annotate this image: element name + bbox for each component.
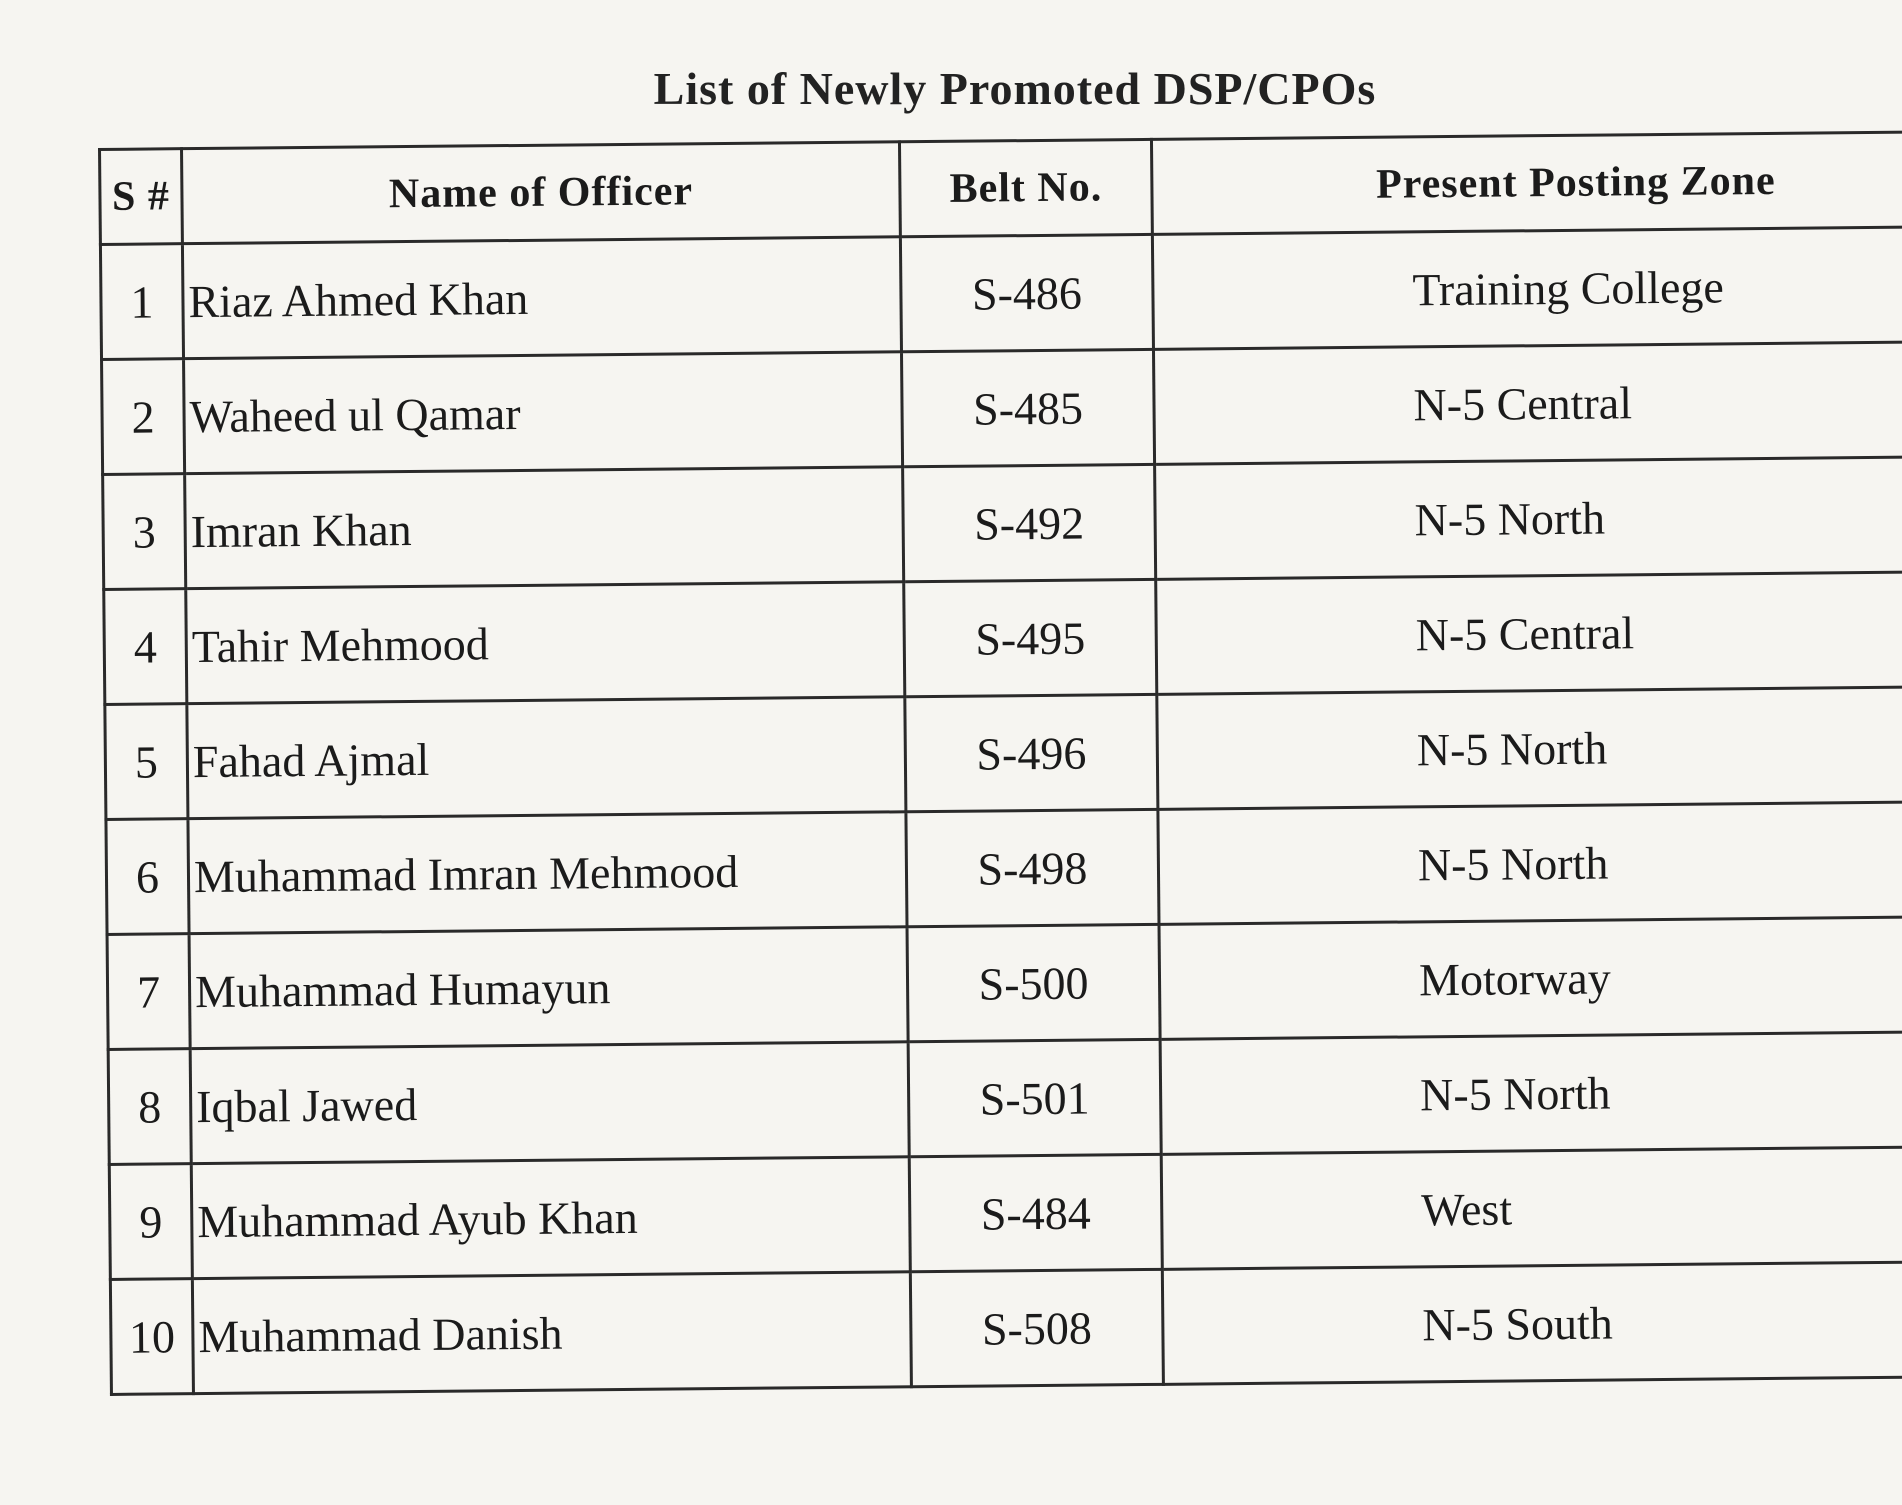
cell-name: Muhammad Ayub Khan xyxy=(191,1157,910,1279)
officers-table xyxy=(98,130,1902,1396)
cell-serial: 4 xyxy=(104,589,187,705)
cell-zone: N-5 Central xyxy=(1156,571,1902,694)
cell-zone: Training College xyxy=(1152,226,1902,349)
cell-zone: West xyxy=(1161,1146,1902,1269)
cell-belt: S-484 xyxy=(909,1154,1162,1271)
cell-name: Fahad Ajmal xyxy=(187,697,906,819)
header-name: Name of Officer xyxy=(182,142,901,244)
table-row xyxy=(110,1261,1902,1394)
cell-serial: 1 xyxy=(100,244,183,360)
cell-belt: S-486 xyxy=(900,234,1153,351)
table-row xyxy=(109,1146,1902,1279)
cell-serial: 9 xyxy=(109,1164,192,1280)
cell-name: Imran Khan xyxy=(185,467,904,589)
cell-zone: N-5 North xyxy=(1160,1031,1902,1154)
cell-belt: S-492 xyxy=(903,464,1156,581)
cell-zone: Motorway xyxy=(1159,916,1902,1039)
table-row xyxy=(106,801,1902,934)
table-row xyxy=(104,571,1902,704)
cell-serial: 2 xyxy=(102,359,185,475)
cell-serial: 3 xyxy=(103,474,186,590)
cell-name: Riaz Ahmed Khan xyxy=(182,237,901,359)
cell-zone: N-5 North xyxy=(1158,801,1902,924)
document-title: List of Newly Promoted DSP/CPOs xyxy=(653,63,1377,114)
table-header-row xyxy=(100,131,1902,244)
cell-belt: S-496 xyxy=(905,694,1158,811)
cell-name: Waheed ul Qamar xyxy=(184,352,903,474)
table-row xyxy=(107,916,1902,1049)
cell-serial: 5 xyxy=(105,704,188,820)
cell-serial: 6 xyxy=(106,819,189,935)
header-zone: Present Posting Zone xyxy=(1151,131,1902,234)
cell-name: Tahir Mehmood xyxy=(186,582,905,704)
cell-zone: N-5 Central xyxy=(1153,341,1902,464)
cell-belt: S-498 xyxy=(906,809,1159,926)
cell-serial: 8 xyxy=(108,1049,191,1165)
table-row xyxy=(103,456,1902,589)
cell-zone: N-5 North xyxy=(1155,456,1902,579)
table-row xyxy=(108,1031,1902,1164)
header-belt: Belt No. xyxy=(899,139,1152,236)
cell-name: Iqbal Jawed xyxy=(190,1042,909,1164)
cell-name: Muhammad Imran Mehmood xyxy=(188,812,907,934)
cell-belt: S-501 xyxy=(908,1039,1161,1156)
cell-belt: S-495 xyxy=(904,579,1157,696)
cell-zone: N-5 North xyxy=(1157,686,1902,809)
cell-belt: S-485 xyxy=(901,349,1154,466)
cell-name: Muhammad Danish xyxy=(192,1272,911,1394)
table-row xyxy=(102,341,1902,474)
cell-serial: 7 xyxy=(107,934,190,1050)
officers-table-container xyxy=(98,130,1902,1396)
cell-zone: N-5 South xyxy=(1162,1261,1902,1384)
cell-name: Muhammad Humayun xyxy=(189,927,908,1049)
cell-belt: S-500 xyxy=(907,924,1160,1041)
table-row xyxy=(105,686,1902,819)
cell-belt: S-508 xyxy=(910,1269,1163,1386)
header-serial: S # xyxy=(100,149,183,245)
cell-serial: 10 xyxy=(110,1279,193,1395)
table-row xyxy=(100,226,1902,359)
